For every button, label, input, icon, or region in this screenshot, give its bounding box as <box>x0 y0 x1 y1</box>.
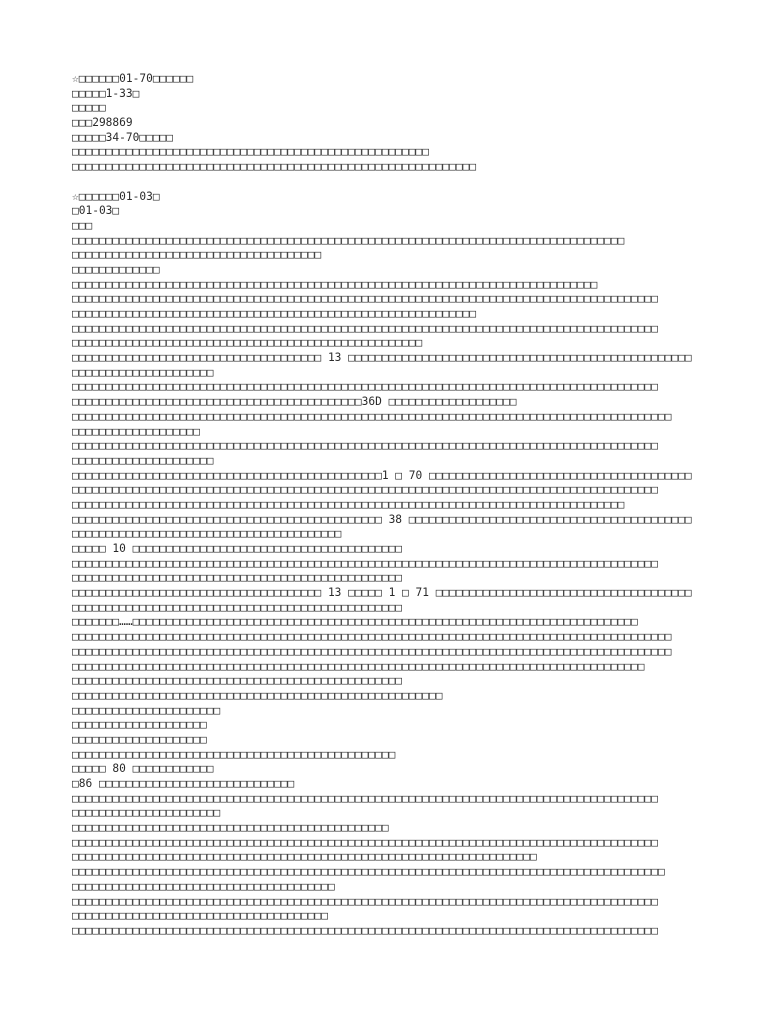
text-line: □□□298869 <box>72 116 133 130</box>
text-line: □□□□□□□□□□□□□□□□□□□□□□□□□□□□□□□□□□□□□□□□□□□□□□ 38 □□□□□□□□□□□□□□□□□□□□□□□□□□□□□□□□□□□□□□□□□□ <box>72 512 692 526</box>
text-line: □□□□□□□□□□□□□□□□□□□□□□□□□□□□□□□□□□□□□□□□□□□□□□□□□□□□□□□□□□□□□□□□□□□□□□□□□□□□□□□□□□□□□□□ <box>72 483 658 497</box>
text-line: ☆□□□□□□01-03□ <box>72 189 160 203</box>
text-line: □□□□□□□□□□□□□□□□□□□□□□□□□□□□□□□□□□□□□□□□□□□□□□□□□ <box>72 571 403 585</box>
blank-line <box>72 175 712 190</box>
document-body <box>72 72 712 939</box>
text-line: □□□□□□□□□□□□□□□□□□□□□□□□□□□□□□□□□□□□□ 13 □□□□□□□□□□□□□□□□□□□□□□□□□□□□□□□□□□□□□□□□□□□□□□□□□□□ <box>72 351 692 365</box>
text-line: □□□□□ 10 □□□□□□□□□□□□□□□□□□□□□□□□□□□□□□□□□□□□□□□□ <box>72 542 403 555</box>
text-line: □□□□□□□□□□□□□□□□□□□□□□□□□□□□□□□□□□□□□□□ <box>72 879 335 893</box>
text-line: □□□□□□□□□□□□□□□□□□□□□□□□□□□□□□□□□□□□□□□□□□□□□□□□□□□□□□□□□□□□□□□□□□□□□□□□□□□□□□□□□□□□□□□ <box>72 791 658 805</box>
text-line: □□□□□□□□□□□□□□□□□□□□□□ <box>72 806 221 820</box>
text-line: □□□□□□□□□□□□□□□□□□□ <box>72 424 200 438</box>
text-line: □□□□□□□□□□□□□□□□□□□□□□□□□□□□□□□□□□□□□□□□□□□□□□□□□□□□□□□□□□□□□□□□□□□□□□□□□□□□□□□□□□ <box>72 497 625 511</box>
text-line: □□□□□□□□□□□□□□□□□□□□□□□□□□□□□□□□□□□□□□□□□□□□□□□□□□□□□□□ <box>72 688 443 702</box>
text-line: □□□□□□□□□□□□□□□□□□□□□□□□□□□□□□□□□□□□□□□□□□□□□□□□□ <box>72 600 403 614</box>
text-line: □□□□□□□□□□□□□□□□□□□□□□□□□□□□□□□□□□□□□□□□□□□□□□□□□□□□□□□□□□□□ <box>72 307 477 320</box>
text-line: □□□□□□□□□□□□□□□□□□□□□ <box>72 453 214 467</box>
text-line: □□□□□□□□□□□□□□□□□□□□□ <box>72 365 214 379</box>
text-line: □□□□□□□□□□□□□□□□□□□□□□□□□□□□□□□□□□□□□□ <box>72 909 328 923</box>
text-line: □□□□□□□□□□□□□□□□□□□□□□□□□□□□□□□□□□□□□□□□□□□□□□1 □ 70 □□□□□□□□□□□□□□□□□□□□□□□□□□□□□□□□□□□□□□□ <box>72 468 692 482</box>
text-line: □□□□□□□□□□□□□□□□□□□□□□□□□□□□□□□□□□□□□□□□□□□□□□□□□□□□□□□□□□□□□□□□□□□□□□□□□□□□□□ <box>72 277 598 291</box>
text-line: □□□□□ 80 □□□□□□□□□□□□ <box>72 762 214 776</box>
text-line: □86 □□□□□□□□□□□□□□□□□□□□□□□□□□□□□ <box>72 777 295 790</box>
text-line: □□□□□□□□□□□□□□□□□□□□□□□□□□□□□□□□□□□□□□□□□□□□□□□□□□□□□□□□□□□□□□□□□□□□□□□□□□□□□□□□□□□□□□□ <box>72 439 658 453</box>
text-line: □□□□□□□□□□□□□□□□□□□□□□□□□□□□□□□□□□□□□ <box>72 248 322 262</box>
text-line: □□□□□□□□□□□□□□□□□□□□□□□□□□□□□□□□□□□□□ 13 □□□□□ 1 □ 71 □□□□□□□□□□□□□□□□□□□□□□□□□□□□□□□□□□□□□□ <box>72 586 692 600</box>
text-line: □□□□□□□□□□□□□□□□□□□□□□□□□□□□□□□□□□□□□□□□□□□□□□□□□□□□□□□□□□□□□□□□□□□□□□□□□□□□□□□□□□□□□□□□□ <box>72 630 672 644</box>
text-line: □01-03□ <box>72 204 120 218</box>
text-line: □□□□□□□□□□□□□□□□□□□□□□□□□□□□□□□□□□□□□□□□□□□□□□□□□□□□ <box>72 336 423 350</box>
text-line: □□□□□34-70□□□□□ <box>72 130 174 144</box>
text-line: □□□□□□□□□□□□□□□□□□□□□□□□□□□□□□□□□□□□□□□□□□□□□□□□□□□□□□□□□□□□□□□□□□□□□ <box>72 850 537 864</box>
text-line: □□□□□□□□□□□□□□□□□□□□□□□□□□□□□□□□□□□□□□□□□□□□□□□□□□□□□□□□□□□□□□□□□□□□□□□□□□□□□□□□□□ <box>72 233 625 247</box>
text-line: □□□□□ <box>72 101 106 115</box>
text-line: □□□□□□□□□□□□□ <box>72 262 160 276</box>
text-line: □□□□□□□□□□□□□□□□□□□□□□□□□□□□□□□□□□□□□□□□□□□□□□□□□□□□□□□□□□□□□□□□□□□□□□□□□□□□□□□□□□□□□□□ <box>72 556 658 570</box>
text-line: □□□□□□□□□□□□□□□□□□□□□□□□□□□□□□□□□□□□□□□□□□□□□□□□□□□□□□□□□□□□□□□□□□□□□□□□□□□□□□□□□□□□□□□ <box>72 321 658 335</box>
text-line: □□□□□□□□□□□□□□□□□□□□□□□□□□□□□□□□□□□□□□□□□□□36D □□□□□□□□□□□□□□□□□□□ <box>72 395 517 409</box>
text-line: □□□□□□□□□□□□□□□□□□□□□□□□□□□□□□□□□□□□□□□□□□□□□□□□□ <box>72 674 403 688</box>
text-line: □□□□□□□□□□□□□□□□□□□□□□□□□□□□□□□□□□□□□□□□□□□□□□□□□□□□□□□□□□□□□□□□□□□□□□□□□□□□□□□□□□□□□□□ <box>72 835 658 849</box>
text-line: □□□□□□□□□□□□□□□□□□□□□□□□□□□□□□□□□□□□□□□□□□□□□□□□□□□□□□□□□□□□□□□□□□□□□□□□□□□□□□□□□□□□□ <box>72 659 645 673</box>
text-line: ☆□□□□□□01-70□□□□□□ <box>72 72 194 85</box>
text-line: □□□□□□□□□□□□□□□□□□□□□□□□□□□□□□□□□□□□□□□□□□□□□□□□□□□□□□□□□□□□ <box>72 160 477 174</box>
text-line: □□□□□□□□□□□□□□□□□□□□□□□□□□□□□□□□□□□□□□□□□□□□□□□ <box>72 821 389 835</box>
text-line: □□□□□□□□□□□□□□□□□□□□□□□□□□□□□□□□□□□□□□□□□□□□□□□□□□□□□□□□□□□□□□□□□□□□□□□□□□□□□□□□□□□□□□□□□ <box>72 409 672 423</box>
text-line: □□□□□□□……□□□□□□□□□□□□□□□□□□□□□□□□□□□□□□□□□□□□□□□□□□□□□□□□□□□□□□□□□□□□□□□□□□□□□□□□□□□ <box>72 615 638 629</box>
text-line: □□□□□□□□□□□□□□□□□□□□□□□□□□□□□□□□□□□□□□□□□□□□□□□□□□□□□ <box>72 145 429 159</box>
text-line: □□□□□□□□□□□□□□□□□□□□□□□□□□□□□□□□□□□□□□□□□□□□□□□□□□□□□□□□□□□□□□□□□□□□□□□□□□□□□□□□□□□□□□□□□ <box>72 644 672 658</box>
text-line: □□□□□□□□□□□□□□□□□□□□□□□□□□□□□□□□□□□□□□□□□□□□□□□□ <box>72 747 396 761</box>
text-line: □□□□□1-33□ <box>72 86 140 100</box>
text-line: □□□□□□□□□□□□□□□□□□□□□□□□□□□□□□□□□□□□□□□□ <box>72 527 342 541</box>
text-line: □□□ <box>72 218 93 232</box>
text-line: □□□□□□□□□□□□□□□□□□□□□□□□□□□□□□□□□□□□□□□□□□□□□□□□□□□□□□□□□□□□□□□□□□□□□□□□□□□□□□□□□□□□□□□ <box>72 380 658 394</box>
text-line: □□□□□□□□□□□□□□□□□□□□ <box>72 732 207 746</box>
text-line: □□□□□□□□□□□□□□□□□□□□□□□□□□□□□□□□□□□□□□□□□□□□□□□□□□□□□□□□□□□□□□□□□□□□□□□□□□□□□□□□□□□□□□□ <box>72 894 658 908</box>
text-line: □□□□□□□□□□□□□□□□□□□□ <box>72 718 207 732</box>
text-line: □□□□□□□□□□□□□□□□□□□□□□ <box>72 703 221 717</box>
text-line: □□□□□□□□□□□□□□□□□□□□□□□□□□□□□□□□□□□□□□□□□□□□□□□□□□□□□□□□□□□□□□□□□□□□□□□□□□□□□□□□□□□□□□□ <box>72 923 658 937</box>
text-line: □□□□□□□□□□□□□□□□□□□□□□□□□□□□□□□□□□□□□□□□□□□□□□□□□□□□□□□□□□□□□□□□□□□□□□□□□□□□□□□□□□□□□□□□ <box>72 865 665 879</box>
text-line: □□□□□□□□□□□□□□□□□□□□□□□□□□□□□□□□□□□□□□□□□□□□□□□□□□□□□□□□□□□□□□□□□□□□□□□□□□□□□□□□□□□□□□□ <box>72 292 658 306</box>
